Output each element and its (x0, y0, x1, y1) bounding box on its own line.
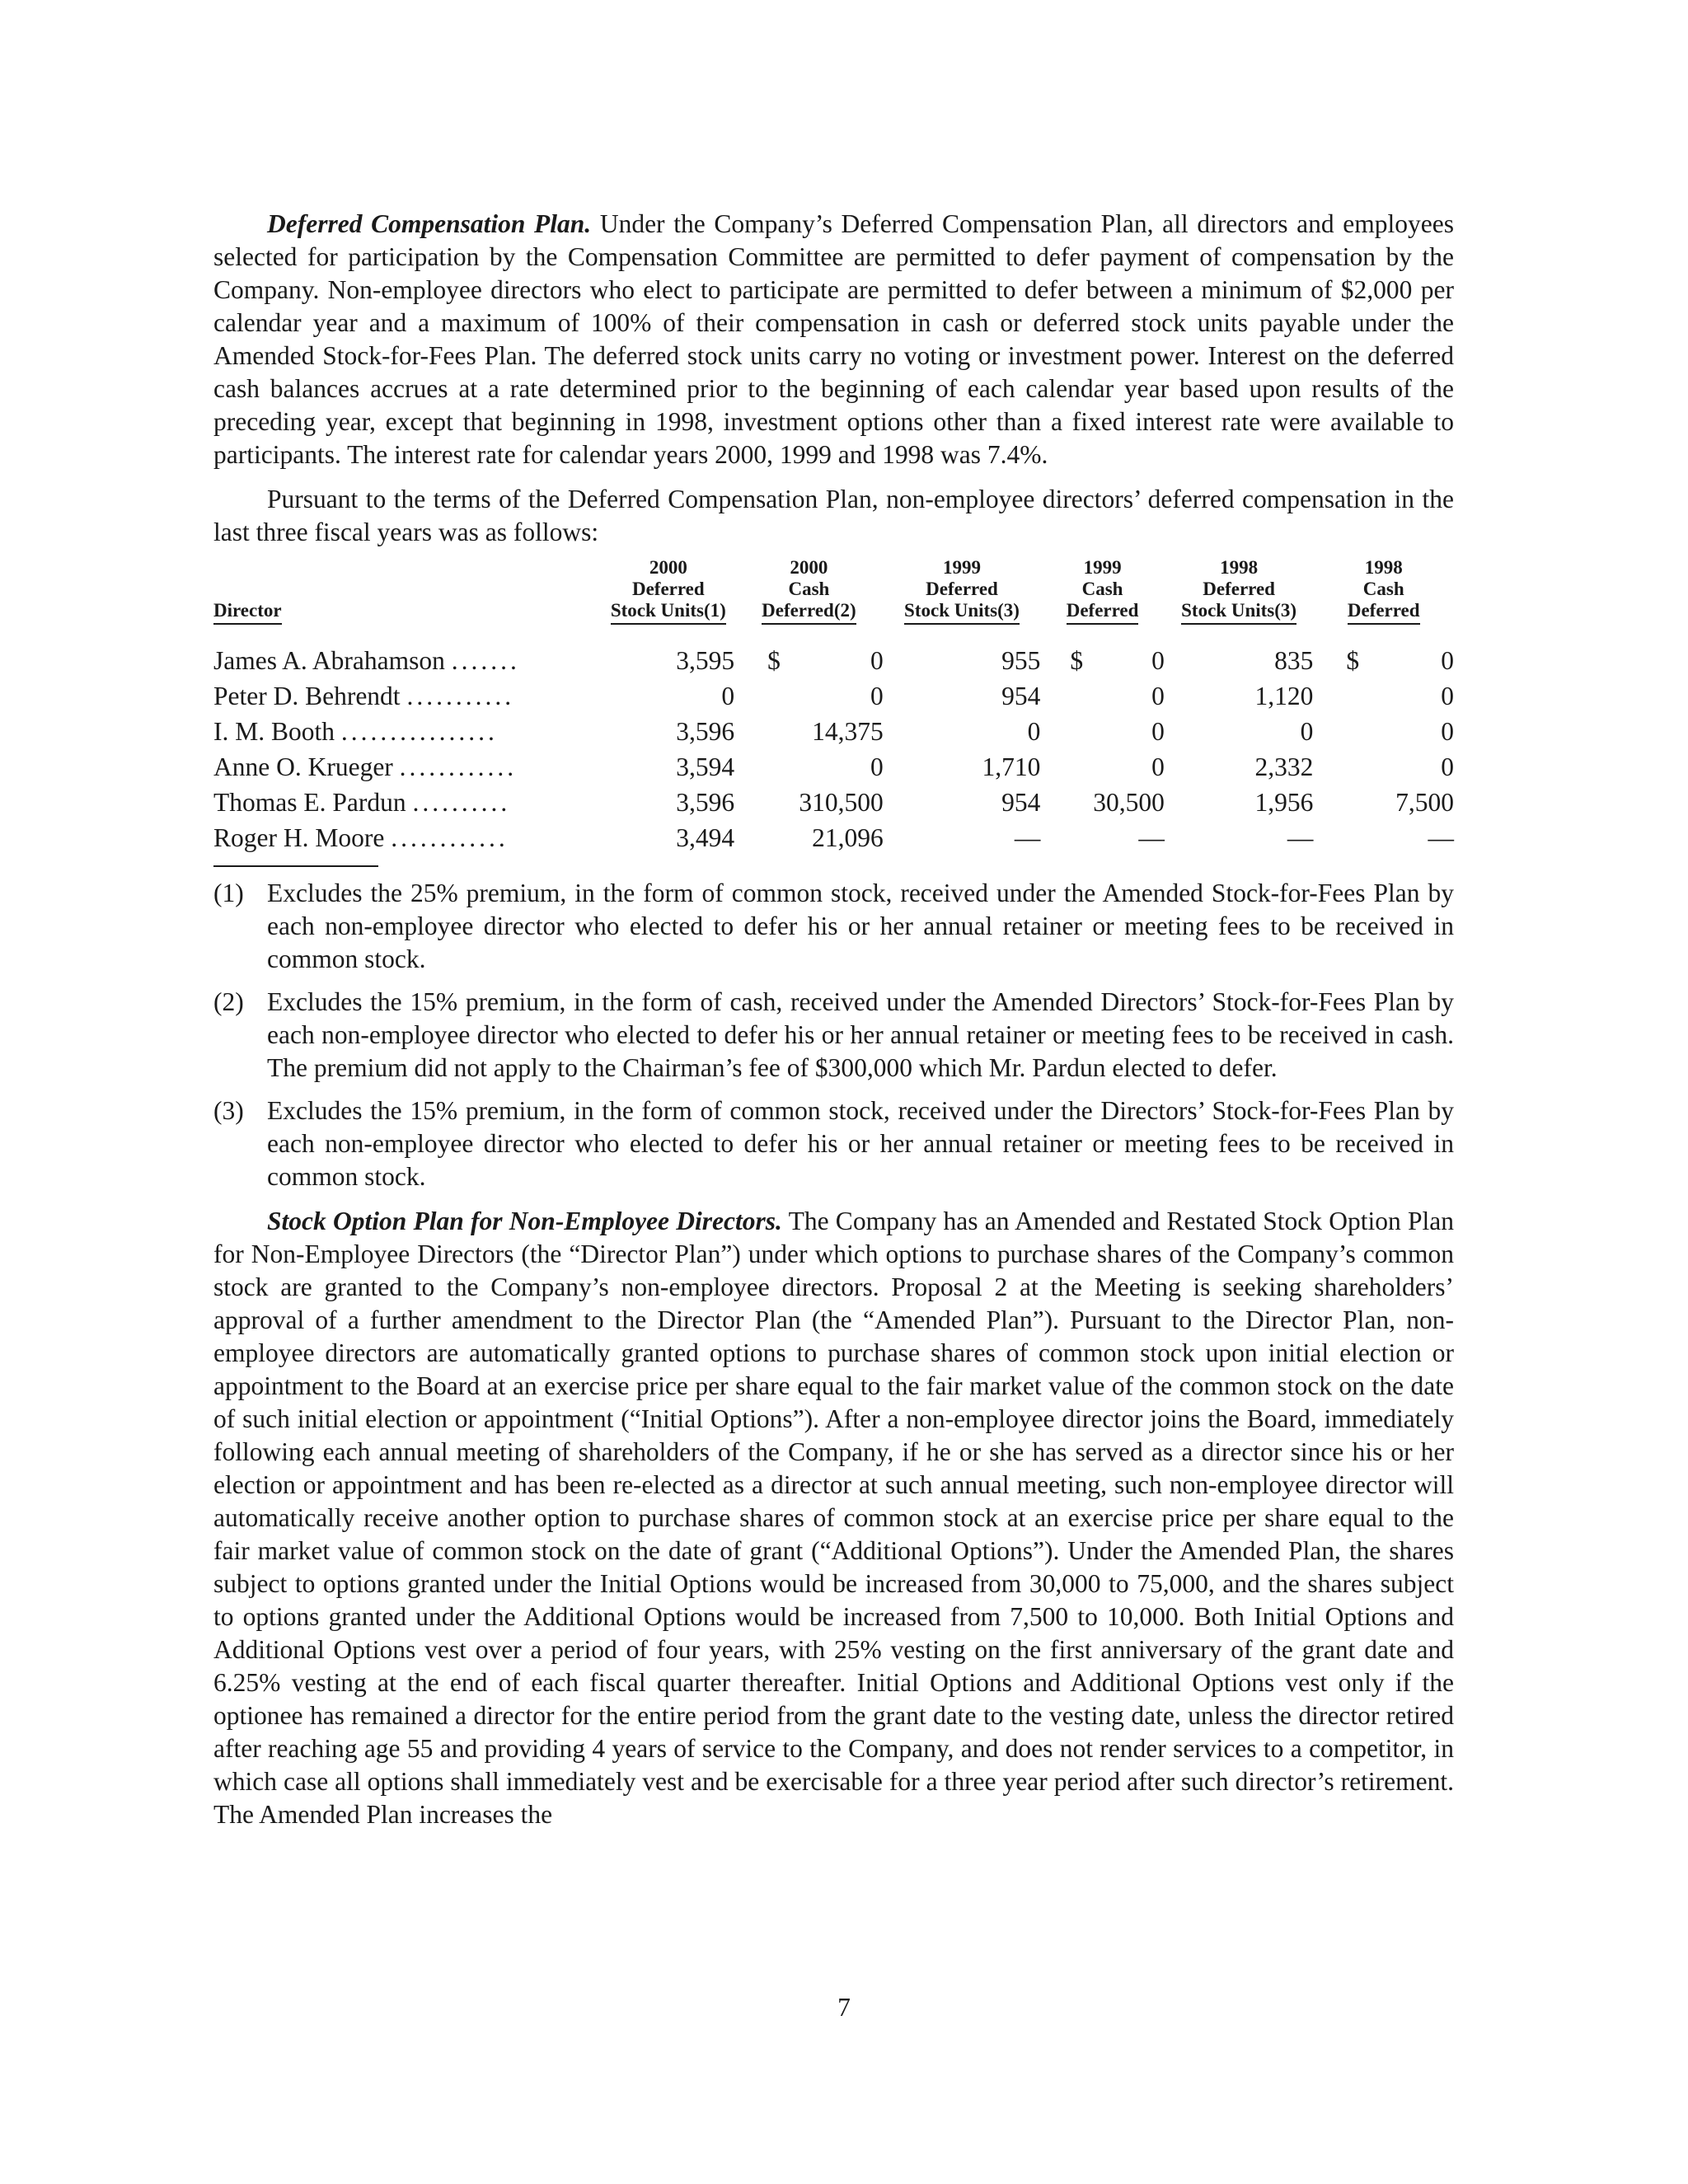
table-cell: 3,594 (676, 752, 735, 781)
footnote-marker: (1) (213, 879, 244, 907)
director-name: Thomas E. Pardun .......... (213, 788, 511, 817)
table-cell: 955 (1001, 646, 1041, 675)
table-cell: — (1138, 823, 1165, 852)
table-cell: 835 (1274, 646, 1314, 675)
footnote-1 (213, 877, 1454, 976)
table-cell: 30,500 (1093, 788, 1165, 817)
table-header-row (213, 557, 1454, 628)
header-1999-cash-deferred: 1999 Cash Deferred (1040, 557, 1165, 628)
table-cell: 3,596 (676, 788, 735, 817)
table-cell: 1,120 (1254, 682, 1314, 710)
table-cell: 0 (721, 682, 735, 710)
header-director: Director (213, 557, 603, 628)
table-cell: 954 (1001, 682, 1041, 710)
page-number: 7 (837, 1993, 851, 2022)
table-row (213, 820, 1454, 855)
table-cell: 954 (1001, 788, 1041, 817)
stock-option-plan-paragraph (213, 1205, 1454, 1831)
table-cell: 3,494 (676, 823, 735, 852)
header-1999-deferred-stock-units: 1999 Deferred Stock Units(3) (884, 557, 1041, 628)
table-cell: 7,500 (1395, 788, 1454, 817)
table-cell: 21,096 (812, 823, 884, 852)
table-cell: $ 0 (1346, 646, 1454, 675)
table-cell: 0 (1151, 682, 1165, 710)
header-2000-deferred-stock-units: 2000 Deferred Stock Units(1) (603, 557, 735, 628)
header-1998-deferred-stock-units: 1998 Deferred Stock Units(3) (1165, 557, 1314, 628)
section-heading-stock-option-plan: Stock Option Plan for Non-Employee Directors. (267, 1207, 782, 1235)
document-page (213, 208, 1454, 1831)
table-cell: 0 (1441, 717, 1454, 746)
footnote-text: Excludes the 25% premium, in the form of common stock, received under the Amended Stock-for-Fees Plan by each non-employee director who elected to defer his or her annual retainer or meeting fees to be received in common stock. (267, 879, 1454, 973)
table-cell: — (1428, 823, 1454, 852)
director-name: James A. Abrahamson ....... (213, 646, 520, 675)
table-cell: 0 (1300, 717, 1314, 746)
table-cell: 0 (870, 682, 884, 710)
table-cell: 0 (1151, 717, 1165, 746)
table-cell: 0 (1441, 752, 1454, 781)
table-cell: $ 0 (1070, 646, 1165, 675)
director-name: I. M. Booth ................ (213, 717, 498, 746)
header-1998-cash-deferred: 1998 Cash Deferred (1313, 557, 1454, 628)
table-row (213, 785, 1454, 820)
deferred-compensation-table (213, 557, 1454, 855)
table-cell: 1,710 (982, 752, 1041, 781)
table-cell: 1,956 (1254, 788, 1314, 817)
footnote-text: Excludes the 15% premium, in the form of cash, received under the Amended Directors’ Stock-for-Fees Plan by each non-employee director who elected to defer his or her annual retainer or meeting fees to be received in cash. The premium did not apply to the Chairman’s fee of $300,000 which Mr. Pardun elected to defer. (267, 987, 1454, 1082)
deferred-compensation-table-wrapper (213, 557, 1454, 855)
table-cell: 310,500 (799, 788, 884, 817)
footnote-marker: (2) (213, 987, 244, 1016)
table-cell: — (1287, 823, 1314, 852)
footnote-divider (213, 865, 378, 867)
table-cell: 0 (1441, 682, 1454, 710)
section-heading-deferred-compensation: Deferred Compensation Plan. (267, 209, 592, 238)
table-cell: $ 0 (767, 646, 884, 675)
header-2000-cash-deferred: 2000 Cash Deferred(2) (734, 557, 884, 628)
table-cell: 2,332 (1254, 752, 1314, 781)
footnote-text: Excludes the 15% premium, in the form of common stock, received under the Directors’ Stock-for-Fees Plan by each non-employee director who elected to defer his or her annual retainer or meeting fees to be received in common stock. (267, 1096, 1454, 1191)
director-name: Anne O. Krueger ............ (213, 752, 518, 781)
table-cell: — (1014, 823, 1041, 852)
table-cell: 3,595 (676, 646, 735, 675)
table-cell: 0 (1027, 717, 1041, 746)
intro-paragraph: Pursuant to the terms of the Deferred Compensation Plan, non-employee directors’ deferred compensation in the last three fiscal years was as follows: (213, 485, 1454, 546)
director-name: Roger H. Moore ............ (213, 823, 509, 852)
footnote-3 (213, 1094, 1454, 1193)
footnote-2 (213, 986, 1454, 1085)
deferred-compensation-paragraph (213, 208, 1454, 471)
table-cell: 0 (1151, 752, 1165, 781)
table-cell: 14,375 (812, 717, 884, 746)
footnote-marker: (3) (213, 1096, 244, 1125)
table-row (213, 749, 1454, 785)
paragraph-body: The Company has an Amended and Restated Stock Option Plan for Non-Employee Directors (the “Director Plan”) under which options to purchase shares of the Company’s common stock are granted to the Company’s non-employee directors. Proposal 2 at the Meeting is seeking shareholders’ approval of a further amendment to the Director Plan (the “Amended Plan”). Pursuant to the Director Plan, non-employee directors are automatically granted options to purchase shares of common stock upon initial election or appointment to the Board at an exercise price per share equal to the fair market value of the common stock on the date of such initial election or appointment (“Initial Options”). After a non-employee director joins the Board, immediately following each annual meeting of shareholders of the Company, if he or she has served as a director since his or her election or appointment and has been re-elected as a director at such annual meeting, such non-employee director will automatically receive another option to purchase shares of common stock at an exercise price per share equal to the fair market value of common stock on the date of grant (“Additional Options”). Under the Amended Plan, the shares subject to options granted under the Initial Options would be increased from 30,000 to 75,000, and the shares subject to options granted under the Additional Options would be increased from 7,500 to 10,000. Both Initial Options and Additional Options vest over a period of four years, with 25% vesting on the first anniversary of the grant date and 6.25% vesting at the end of each fiscal quarter thereafter. Initial Options and Additional Options vest only if the optionee has remained a director for the entire period from the grant date to the vesting date, unless the director retired after reaching age 55 and providing 4 years of service to the Company, and does not render services to a competitor, in which case all options shall immediately vest and be exercisable for a three year period after such director’s retirement. The Amended Plan increases the (213, 1207, 1454, 1829)
paragraph-body: Under the Company’s Deferred Compensation Plan, all directors and employees selected for participation by the Compensation Committee are permitted to defer payment of compensation by the Company. Non-employee directors who elect to participate are permitted to defer between a minimum of $2,000 per calendar year and a maximum of 100% of their compensation in cash or deferred stock units payable under the Amended Stock-for-Fees Plan. The deferred stock units carry no voting or investment power. Interest on the deferred cash balances accrues at a rate determined prior to the beginning of each calendar year based upon results of the preceding year, except that beginning in 1998, investment options other than a fixed interest rate were available to participants. The interest rate for calendar years 2000, 1999 and 1998 was 7.4%. (213, 209, 1454, 469)
table-row (213, 714, 1454, 749)
table-cell: 0 (870, 752, 884, 781)
table-row (213, 628, 1454, 678)
table-row (213, 678, 1454, 714)
director-name: Peter D. Behrendt ........... (213, 682, 515, 710)
table-cell: 3,596 (676, 717, 735, 746)
